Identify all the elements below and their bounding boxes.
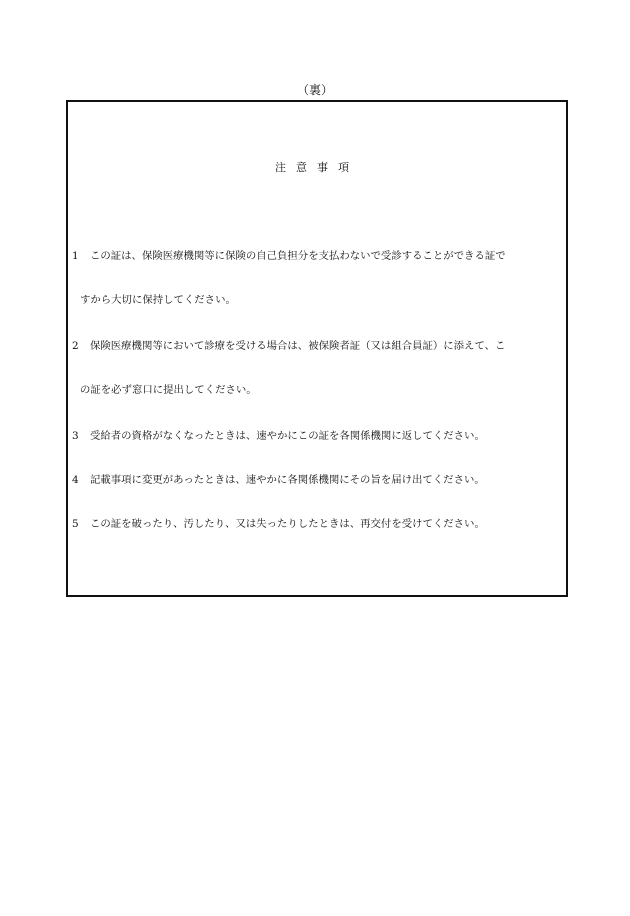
item-text: 記載事項に変更があったときは、速やかに各関係機関にその旨を届け出てください。 xyxy=(90,474,485,486)
item-text: この証を破ったり、汚したり、又は失ったりしたときは、再交付を受けてください。 xyxy=(90,518,485,530)
item-number: 4 xyxy=(72,474,79,486)
item-number: 5 xyxy=(72,518,79,530)
item-number: 3 xyxy=(72,430,79,442)
item-text: 受給者の資格がなくなったときは、速やかにこの証を各関係機関に返してください。 xyxy=(90,430,485,442)
notice-item-2 xyxy=(72,338,505,354)
notice-item-5 xyxy=(72,516,485,532)
item-number: 1 xyxy=(72,250,79,262)
notice-item-2-continuation: の証を必ず窓口に提出してください。 xyxy=(80,384,257,396)
notice-item-3 xyxy=(72,428,485,444)
notice-item-4 xyxy=(72,472,485,488)
notice-item-1-continuation: すから大切に保持してください。 xyxy=(80,294,236,306)
item-text: この証は、保険医療機関等に保険の自己負担分を支払わないで受診することができる証で xyxy=(90,250,506,262)
notice-frame xyxy=(66,100,568,597)
notice-item-1 xyxy=(72,248,506,264)
item-text: 保険医療機関等において診療を受ける場合は、被保険者証（又は組合員証）に添えて、こ xyxy=(90,340,506,352)
page-side-label: （裏） xyxy=(296,83,333,97)
item-number: 2 xyxy=(72,340,79,352)
notice-heading: 注意事項 xyxy=(275,161,359,174)
